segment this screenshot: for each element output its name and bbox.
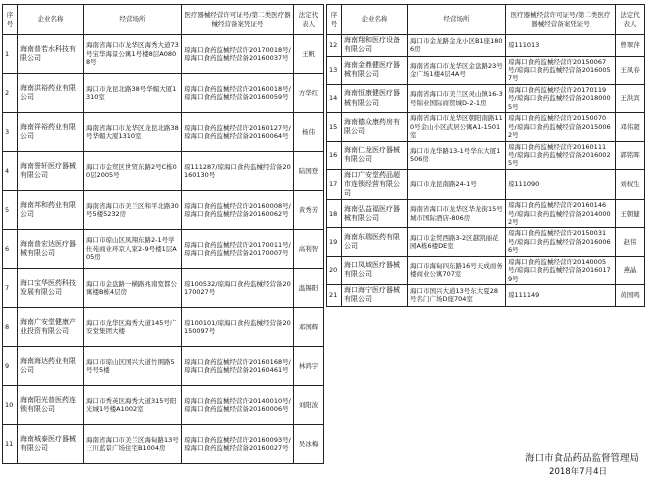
cell-company-name: 海南海达药业有限公司 — [18, 347, 84, 386]
issuing-authority: 海口市食品药品监督管理局 — [524, 453, 639, 464]
cell-legal-rep: 温锡阳 — [294, 269, 324, 308]
cell-license-number: 琼海口食药监械经营许20160008号/琼海口食药监械经营备20160062号 — [182, 191, 294, 230]
cell-legal-rep: 赵伟 — [616, 228, 645, 256]
table-row — [327, 113, 645, 141]
cell-company-name: 海南阳光普医药连锁有限公司 — [18, 386, 84, 425]
right-register-table — [326, 4, 645, 307]
cell-address: 海口市龙昆南路24-1号 — [408, 169, 506, 199]
cell-seq: 14 — [327, 84, 342, 112]
issue-date: 2018年7月4日 — [549, 467, 607, 477]
cell-address: 海口市金贸西路3-2区越凯丽花园A栋6楼DE室 — [408, 228, 506, 256]
cell-license-number: 琼海口食药监械经营许20170018号/琼海口食药监械经营备20160037号 — [182, 35, 294, 74]
table-row — [327, 141, 645, 169]
cell-seq: 20 — [327, 256, 342, 284]
cell-address: 海南省海口市龙华区海秀大道73号宝华海景公寓1号楼8层A0808号 — [84, 35, 182, 74]
cell-seq: 12 — [327, 35, 342, 57]
cell-seq: 4 — [3, 152, 18, 191]
header-company-name: 企业名称 — [342, 5, 408, 35]
cell-company-name: 海南普若水科技有限公司 — [18, 35, 84, 74]
cell-legal-rep: 王帆 — [294, 35, 324, 74]
cell-address: 海南省海口市龙华区华龙街15号城市国际酒店-806房 — [408, 200, 506, 228]
table-row — [3, 113, 324, 152]
table-row — [3, 386, 324, 425]
cell-seq: 7 — [3, 269, 18, 308]
cell-legal-rep: 杨伟 — [294, 113, 324, 152]
cell-address: 海南省海口市美兰区和平北路30号5楼5232房 — [84, 191, 182, 230]
header-legal-rep: 法定代表人 — [294, 5, 324, 35]
cell-company-name: 海南德众康药房有限公司 — [342, 113, 408, 141]
table-row — [327, 169, 645, 199]
cell-company-name: 海南仁龙医疗器械有限公司 — [342, 141, 408, 169]
cell-license-number: 琼海口食药监械经营许20150031号/琼海口食药监械经营备20160066号 — [506, 228, 616, 256]
table-row — [3, 308, 324, 347]
table-row — [327, 228, 645, 256]
cell-seq: 2 — [3, 74, 18, 113]
header-legal-rep: 法定代表人 — [616, 5, 645, 35]
table-row — [327, 35, 645, 57]
cell-seq: 1 — [3, 35, 18, 74]
header-company-name: 企业名称 — [18, 5, 84, 35]
cell-address: 海口市国兴大道13号东大夏28号名门广场D座704室 — [408, 285, 506, 307]
cell-license-number: 琼111149 — [506, 285, 616, 307]
cell-address: 海口市金盘路一横路兆南宽都公寓楼B栋4层房 — [84, 269, 182, 308]
cell-company-name: 海南东瑞医药有限公司 — [342, 228, 408, 256]
cell-seq: 9 — [3, 347, 18, 386]
table-row — [3, 74, 324, 113]
cell-license-number: 琼海口食药监械经营许20170011号/琼海口食药监械经营备20170007号 — [182, 230, 294, 269]
cell-company-name: 海南誉轩医疗器械有限公司 — [18, 152, 84, 191]
cell-license-number: 琼海口食药监械经营许20160111号/琼海口食药监械经营备20160025号 — [506, 141, 616, 169]
cell-legal-rep: 方华红 — [294, 74, 324, 113]
cell-legal-rep: 邓国辉 — [294, 308, 324, 347]
table-row — [3, 191, 324, 230]
table-row — [327, 56, 645, 84]
cell-address: 海口市海甸四东路16号天成商务楼商业公寓707室 — [408, 256, 506, 284]
header-license-number: 医疗器械经营许可证号/第二类医疗器械经营备案凭证号 — [506, 5, 616, 35]
cell-seq: 5 — [3, 191, 18, 230]
table-row — [327, 256, 645, 284]
cell-legal-rep: 郭铭晖 — [616, 141, 645, 169]
cell-license-number: 琼海口食药监械经营许20160018号/琼海口食药监械经营备20160059号 — [182, 74, 294, 113]
cell-legal-rep: 高利智 — [294, 230, 324, 269]
cell-company-name: 海口广安堂药品超市连锁经营有限公司 — [342, 169, 408, 199]
cell-address: 海南省海口市龙华区金盘路23号金广场1楼4层4A号 — [408, 56, 506, 84]
cell-company-name: 海南洪裕药业有限公司 — [18, 74, 84, 113]
header-address: 经营场所 — [408, 5, 506, 35]
cell-license-number: 琼111013 — [506, 35, 616, 57]
cell-seq: 8 — [3, 308, 18, 347]
header-seq: 序号 — [3, 5, 18, 35]
cell-license-number: 琼100101/琼海口食药监械经营备20150097号 — [182, 308, 294, 347]
cell-address: 海南省海口市龙华区朝阳南路110号金山小区武居公寓A1-1501室 — [408, 113, 506, 141]
cell-license-number: 琼海口食药监械经营许20170119号/琼海口食药监械经营备20180005号 — [506, 84, 616, 112]
cell-license-number: 琼海口食药监械经营许20160168号/琼海口食药监械经营备20160461号 — [182, 347, 294, 386]
cell-license-number: 琼海口食药监械经营许20150067号/琼海口食药监械经营备20160057号 — [506, 56, 616, 84]
cell-legal-rep: 陆国登 — [294, 152, 324, 191]
cell-company-name: 海南金鼎健医疗器械有限公司 — [342, 56, 408, 84]
cell-license-number: 琼海口食药监械经营许20160127号/琼海口食药监械经营备20160064号 — [182, 113, 294, 152]
cell-address: 海口市龙昆北路38号华媚大厦1310室 — [84, 74, 182, 113]
cell-legal-rep: 曾翠萍 — [616, 35, 645, 57]
cell-license-number: 琼海口食药监械经营许20160146号/琼海口食药监械经营备20140002号 — [506, 200, 616, 228]
cell-seq: 16 — [327, 141, 342, 169]
cell-company-name: 海南恒康健医疗器械有限公司 — [342, 84, 408, 112]
cell-company-name: 海口宝华医药科技发展有限公司 — [18, 269, 84, 308]
table-row — [3, 347, 324, 386]
cell-seq: 21 — [327, 285, 342, 307]
table-row — [327, 285, 645, 307]
cell-legal-rep: 王凤春 — [616, 56, 645, 84]
cell-address: 海口市龙华区海秀大道145号广安堂集团大楼 — [84, 308, 182, 347]
table-row — [327, 200, 645, 228]
cell-license-number: 琼海口食药监械经营许20140005号/琼海口食药监械经营备20160179号 — [506, 256, 616, 284]
left-register-table — [2, 4, 324, 464]
cell-address: 海口市琼山区凤翔东路2-1号学仕苑商业环京人家2-9号楼1层A05房 — [84, 230, 182, 269]
table-row — [3, 269, 324, 308]
cell-seq: 18 — [327, 200, 342, 228]
cell-address: 海口市龙华路13-1号华东大厦1506房 — [408, 141, 506, 169]
cell-company-name: 海南城泰医疗器械有限公司 — [18, 425, 84, 464]
cell-company-name: 海南祥裕药业有限公司 — [18, 113, 84, 152]
cell-company-name: 海口凤域医疗器械有限公司 — [342, 256, 408, 284]
cell-legal-rep: 王朝健 — [616, 200, 645, 228]
table-row — [3, 35, 324, 74]
cell-license-number: 琼100532/琼海口食药监械经营备20170027号 — [182, 269, 294, 308]
cell-address: 海南省海口市美兰区海甸路13号三川蓝景广场住宅B1004房 — [84, 425, 182, 464]
header-license-number: 医疗器械经营许可证号/第二类医疗器械经营备案凭证号 — [182, 5, 294, 35]
cell-legal-rep: 刘阳波 — [294, 386, 324, 425]
cell-address: 海口市金贸区世贸东路2号C栋00层2005号 — [84, 152, 182, 191]
table-row — [3, 152, 324, 191]
cell-address: 海口市琼山区国兴大道竹围路5号号5楼 — [84, 347, 182, 386]
cell-address: 海南省海口市龙华区龙昆北路38号华媚大厦1310室 — [84, 113, 182, 152]
cell-legal-rep: 王洪宾 — [616, 84, 645, 112]
table-row — [327, 84, 645, 112]
cell-license-number: 琼海口食药监械经营许20150070号/琼海口食药监械经营备20150062号 — [506, 113, 616, 141]
cell-seq: 3 — [3, 113, 18, 152]
table-row — [3, 230, 324, 269]
table-header-row — [327, 5, 645, 35]
cell-seq: 6 — [3, 230, 18, 269]
cell-company-name: 海南普宏达医疗器械有限公司 — [18, 230, 84, 269]
cell-seq: 15 — [327, 113, 342, 141]
cell-seq: 17 — [327, 169, 342, 199]
cell-license-number: 琼海口食药监械经营许20140010号/琼海口食药监械经营备20160006号 — [182, 386, 294, 425]
cell-company-name: 海口海宁医疗器械有限公司 — [342, 285, 408, 307]
cell-seq: 19 — [327, 228, 342, 256]
cell-license-number: 琼111090 — [506, 169, 616, 199]
cell-legal-rep: 刘权生 — [616, 169, 645, 199]
cell-seq: 13 — [327, 56, 342, 84]
table-header-row — [3, 5, 324, 35]
header-seq: 序号 — [327, 5, 342, 35]
cell-address: 海口市金龙路金龙小区B1座1806房 — [408, 35, 506, 57]
cell-seq: 10 — [3, 386, 18, 425]
cell-legal-rep: 燕晶 — [616, 256, 645, 284]
cell-address: 海南省海口市美兰区灵山镇16-3号锦业国际商贸城D-2-1房 — [408, 84, 506, 112]
cell-legal-rep: 吴冰梅 — [294, 425, 324, 464]
cell-license-number: 琼海口食药监械经营许20160093号/琼海口食药监械经营备20160027号 — [182, 425, 294, 464]
cell-license-number: 琼111287/琼海口食药监械经营备20160130号 — [182, 152, 294, 191]
cell-company-name: 海南弘益福医疗器械有限公司 — [342, 200, 408, 228]
cell-company-name: 海南翔和医疗设备有限公司 — [342, 35, 408, 57]
header-address: 经营场所 — [84, 5, 182, 35]
cell-legal-rep: 黄秀芳 — [294, 191, 324, 230]
cell-address: 海口市秀英区海秀大道315号阳光城1号楼A1002室 — [84, 386, 182, 425]
cell-legal-rep: 黄国鸣 — [616, 285, 645, 307]
cell-legal-rep: 林鸿宇 — [294, 347, 324, 386]
cell-company-name: 海南邦和药业有限公司 — [18, 191, 84, 230]
cell-seq: 11 — [3, 425, 18, 464]
cell-legal-rep: 邓伟超 — [616, 113, 645, 141]
table-row — [3, 425, 324, 464]
cell-company-name: 海南广安堂健康产业投资有限公司 — [18, 308, 84, 347]
